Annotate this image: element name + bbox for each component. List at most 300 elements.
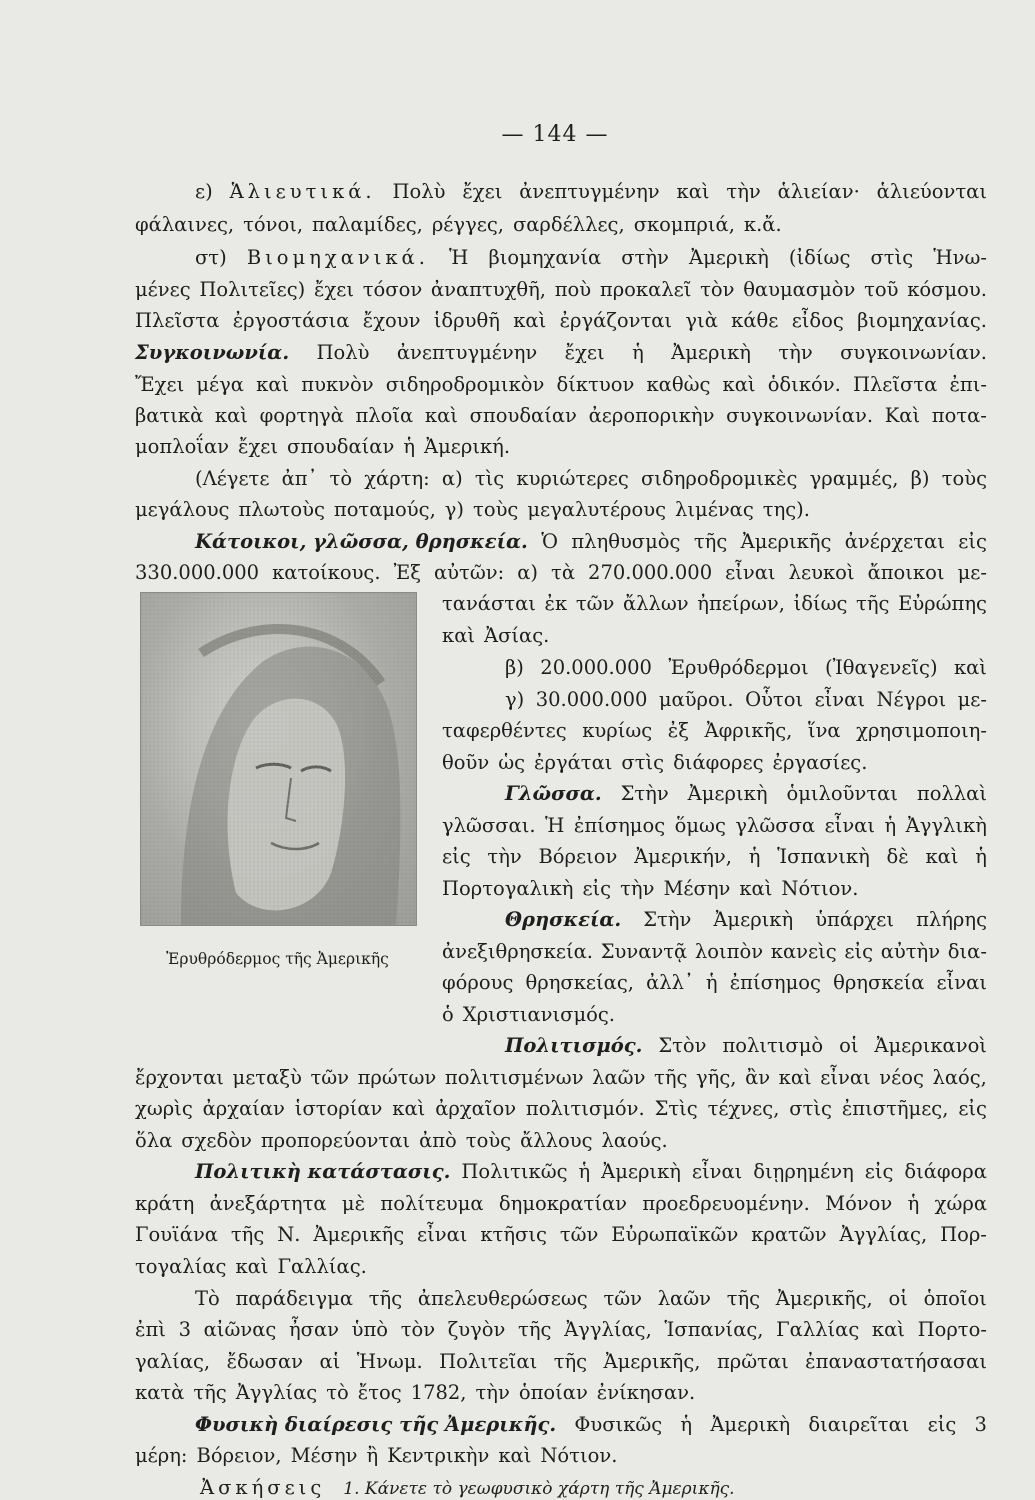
word: ποὺ [554,278,592,301]
word: Πολιτεῖαι [439,1350,538,1373]
word: Βιομηχανικά. [246,246,429,269]
word: Οὗτοι [745,688,804,711]
word: Ἔχει [135,373,185,396]
word: της). [762,498,810,521]
word: μὲ [341,1192,366,1215]
word: σπουδαίαν [287,435,395,458]
text-line [195,532,987,552]
text-line [505,658,987,678]
word: διαιρεῖται [808,1413,910,1436]
word: τὴν [620,877,655,900]
word: εἶδος [791,309,844,332]
text-line [442,594,987,614]
word: Ἀσίας. [484,624,550,647]
word: Εὐρωπαϊκῶν [611,1223,739,1246]
word: προπορεύονται [260,1129,411,1152]
word: Πολὺ [316,341,370,364]
word: Μέσην [290,1444,358,1467]
word: ἄποικοι [867,561,945,584]
word: ε) [195,180,213,203]
word: τογαλίας [135,1255,227,1278]
word: ἵνα [807,719,841,742]
word: τὴν [487,845,522,868]
word: ἡ [578,1160,591,1183]
word: κτῆσις [480,1223,547,1246]
word: θοῦν [442,751,490,774]
word: Ἀγγλίας, [564,1318,652,1341]
word: τὰ [551,561,575,584]
word: τὴν [475,1381,510,1404]
word: τοὺς [473,498,519,521]
word: προκαλεῖ [599,278,692,301]
word: λαῶν [592,1066,646,1089]
word: συγκοινωνίαν. [726,404,874,427]
word: ὑπὸ [351,1318,389,1341]
section-heading: Θρησκεία. [505,908,622,931]
word: πλήρης [916,908,987,931]
portrait-image [141,593,416,925]
word: εἶναι [936,971,987,994]
word: ὑπάρχει [815,908,895,931]
word: τέχνες, [707,1097,780,1120]
word: ὁδικόν. [767,373,841,396]
exercises-heading: Ἀσκήσεις [200,1476,326,1499]
word: ἐργάται [534,751,613,774]
word: Φυσικῶς [574,1413,663,1436]
word: τόσον [362,278,423,301]
word: ἡ [632,341,644,364]
word: λαός, [932,1066,987,1089]
section-heading: Γλῶσσα. [505,782,602,805]
word: Ἀμερικῆς, [775,1287,873,1310]
word: πληθυσμὸς [571,530,681,553]
word: τόνοι, [243,213,304,236]
text-line [135,1225,987,1245]
word: γῆς, [696,1066,737,1089]
word: 30.000.000 [535,688,648,711]
text-line [442,973,987,993]
word: 1782, [410,1381,467,1404]
word: Πλεῖστα [135,309,220,332]
word: εἶναι [691,1160,743,1183]
word: ὁ [442,1003,454,1026]
word: γιὰ [685,309,718,332]
word: Εὐρώπης [898,592,987,615]
word: Ἁλιευτικά. [229,180,376,203]
word: καὶ [442,624,476,647]
word: Νότιον. [781,877,859,900]
word: καὶ [722,373,756,396]
word: (ἰδίως [788,246,851,269]
word: Ἀμερικὴ [713,908,794,931]
word: εἶναι [814,688,865,711]
word: ἐπίσημος [729,971,821,994]
text-line [195,469,987,489]
word: ἄλλων [622,592,689,615]
word: Στὶς [654,1097,698,1120]
word: κάθε [731,309,779,332]
word: Ἀμερικῆς, [603,1350,701,1373]
word: καὶ [513,309,547,332]
section-heading: Κάτοικοι, γλῶσσα, θρησκεία. [195,530,528,553]
word: Ἀγγλίας [235,1381,318,1404]
word: καὶ [235,1255,269,1278]
word: Πολιτικῶς [461,1160,568,1183]
text-line [505,910,987,930]
word: εἶναι [417,1223,468,1246]
word: τῆς [230,1223,265,1246]
word: τὸν [700,278,735,301]
word: Πορτο- [917,1318,987,1341]
word: κ.ἄ. [743,213,782,236]
word: ταφερθέντες [442,719,567,742]
word: τὴν [726,180,761,203]
word: ὅλα [135,1129,173,1152]
word: Νότιον. [540,1444,618,1467]
text-line [135,563,987,583]
text-line [195,248,987,268]
word: χάρτη: [364,467,430,490]
word: γ) [444,498,465,521]
word: βιομηχανία [488,246,602,269]
word: ἡ [403,435,416,458]
word: τῆς [856,592,890,615]
word: καὶ [925,845,959,868]
word: θρησκείας, [525,971,634,994]
word: οἱ [839,1034,859,1057]
word: τὴν [778,341,813,364]
exercise-item: 1. Κάνετε τὸ γεωφυσικὸ χάρτη τῆς Ἀμερικῆς. [343,1479,735,1499]
word: κρατῶν [751,1223,827,1246]
word: ἡ [680,1413,693,1436]
word: Ἀμερικῆς [313,1223,405,1246]
word: Ἱσπανίας, [664,1318,764,1341]
word: μεταξὺ [232,1066,302,1089]
word: εἰς [864,1160,894,1183]
word: Χριστιανισμός. [462,1003,615,1026]
word: αὐτὴν [880,940,941,963]
text-line [135,1068,987,1088]
word: με- [957,561,987,584]
word: ἔτος [357,1381,402,1404]
word: ἁλιείαν· [777,180,860,203]
word: Νέγροι [876,688,947,711]
word: καὶ [256,373,290,396]
word: μέρη: [135,1444,188,1467]
word: μοπλοΐαν [135,435,229,458]
text-line [135,437,987,457]
word: ὁποῖοι [923,1287,987,1310]
word: ἀπ᾽ [281,467,318,490]
section-heading: Πολιτικὴ κατάστασις. [195,1160,451,1183]
word: τῶν [575,592,615,615]
word: ἐπιστῆμες, [841,1097,949,1120]
word: ἡ [884,814,897,837]
word: καὶ [676,180,710,203]
word: Στὴν [620,782,669,805]
word: τοὺς [465,1129,512,1152]
word: Βόρειον [538,845,618,868]
word: ἡ [975,845,987,868]
word: πρώτων [357,1066,437,1089]
word: κατὰ [135,1381,185,1404]
word: φορτηγὰ [259,404,344,427]
word: ἐπίσημος [573,814,666,837]
word: ἐπαναστατήσασαι [805,1350,987,1373]
word: στὴν [621,246,669,269]
word: εἶναι [820,1066,871,1089]
word: ἔχει [564,341,605,364]
text-line [442,847,987,867]
word: ἐνίκησαν. [596,1381,696,1404]
word: ἁλιεύονται [876,180,987,203]
word: εἰς [582,877,612,900]
word: ἡ [748,845,761,868]
word: Ἐξ [393,561,421,584]
word: ἐπι- [949,373,987,396]
word: μένες [135,278,191,301]
word: μέγα [196,373,244,396]
word: ἰδίως [793,592,848,615]
word: θρησκεία [833,971,925,994]
word: δὲ [886,845,909,868]
text-line [195,1415,987,1435]
word: 20.000.000 [540,656,652,679]
word: καὶ [424,404,458,427]
word: δίκτυον [556,373,635,396]
word: θαυμασμὸν [743,278,856,301]
text-line [442,753,987,773]
word: ἀνεπτυγμένην [396,341,538,364]
word: κράτη [135,1192,195,1215]
word: ὡς [498,751,526,774]
text-line [442,816,987,836]
word: τῶν [310,1066,349,1089]
word: 270.000.000 [588,561,713,584]
text-line [195,182,987,202]
text-line [135,343,987,363]
word: μαῦροι. [658,688,734,711]
word: ἔρχονται [135,1066,224,1089]
word: γλῶσσα [735,814,816,837]
word: ἄλλους [520,1129,593,1152]
page-number: — 144 — [501,122,609,147]
word: παλαμίδες, [312,213,423,236]
word: τῆς [193,1381,227,1404]
text-line [505,690,987,710]
word: διῃρημένη [753,1160,854,1183]
word: Πλεῖστα [852,373,938,396]
word: τῶν [559,1223,599,1246]
word: Πορτογαλικὴ [442,877,574,900]
word: ἐκ [544,592,568,615]
word: καὶ [871,1318,905,1341]
word: πυκνὸν [301,373,374,396]
word: στὶς [621,751,665,774]
word: Ἀγγλικὴ [905,814,987,837]
word: εἶναι [725,561,776,584]
word: δημοκρατίαν [498,1192,628,1215]
word: Μέσην [663,877,731,900]
text-line [442,721,987,741]
word: ἐξ [667,719,689,742]
word: λοιπὸν [694,940,764,963]
word: β) [910,467,930,490]
word: κόσμου. [907,278,987,301]
word: εἰς [958,1097,987,1120]
word: 3 [974,1413,987,1436]
word: αὐτῶν: [434,561,505,584]
word: ποταμούς, [333,498,436,521]
word: Μόνον [825,1192,893,1215]
word: καὶ [739,877,773,900]
word: διάφορες [673,751,764,774]
word: εἰς [844,940,874,963]
word: ἡ [907,1192,920,1215]
word: Ἀμερικὴ [601,1160,681,1183]
word: ἦσαν [288,1318,339,1341]
word: β) [505,656,524,679]
word: Στὸν [658,1034,707,1057]
word: τῆς [553,1350,588,1373]
word: δια- [947,940,987,963]
word: κυρίως [582,719,653,742]
word: Γαλλίας. [277,1255,367,1278]
word: Ἀμερικὴ [671,341,751,364]
word: προεδρευομένην. [642,1192,810,1215]
word: Ἱσπανικὴ [777,845,870,868]
word: λιμένας [675,498,754,521]
section-heading: Συγκοινωνία. [135,341,290,364]
word: βιομηχανίας. [857,309,987,332]
word: εἰς [927,1413,957,1436]
word: Ἀμερικὴ [710,1413,791,1436]
word: Ἀμερικανοὶ [874,1034,987,1057]
word: ἔχει [314,278,355,301]
word: μεγαλυτέρους [527,498,667,521]
word: καθὼς [646,373,711,396]
word: σπουδαίαν [469,404,577,427]
word: τῆς [654,1066,688,1089]
word: νέος [879,1066,924,1089]
word: 330.000.000 [135,561,260,584]
word: ἐργοστάσια [232,309,350,332]
text-line [135,1446,987,1466]
word: συγκοινωνίαν. [840,341,987,364]
word: στὶς [789,1097,832,1120]
word: Τὸ [195,1287,220,1310]
word: Ἀφρικῆς, [704,719,793,742]
section-heading: Πολιτισμός. [505,1034,643,1057]
word: με- [957,688,987,711]
word: καὶ [392,1097,426,1120]
word: ὁποίαν [518,1381,588,1404]
word: Ἡνω- [933,246,987,269]
word: καὶ [498,1444,532,1467]
word: αἰῶνας [203,1318,277,1341]
word: Ἀγγλίας, [839,1223,928,1246]
word: Καὶ [884,404,921,427]
text-line [135,280,987,300]
word: ἀρχαῖον [435,1097,517,1120]
word: τὶς [474,467,505,490]
text-line [442,1005,987,1025]
word: Κεντρικὴν [387,1444,490,1467]
word: καὶ [214,404,248,427]
word: στ) [195,246,227,269]
word: καὶ [778,1066,812,1089]
text-line [195,1162,987,1182]
word: τανάσται [442,592,536,615]
word: Ἡ [545,814,565,837]
text-line [135,1257,987,1277]
photo-caption: Ἐρυθρόδερμος τῆς Ἀμερικῆς [166,950,389,968]
word: ἱστορίαν [294,1097,383,1120]
word: ἱδρυθῆ [433,309,500,332]
word: αἱ [319,1350,341,1373]
word: Γουϊάνα [135,1223,218,1246]
word: παράδειγμα [235,1287,354,1310]
word: ἀνεξιθρησκεία. [442,940,594,963]
word: σιδηροδρομικὸν [385,373,545,396]
text-line [135,500,987,520]
text-line [135,375,987,395]
word: σιδηροδρομικὲς [641,467,798,490]
word: ἀπὸ [419,1129,457,1152]
word: Στὴν [643,908,692,931]
word: εἰς [958,530,987,553]
word: (Ἰθαγενεῖς) [824,656,938,679]
word: ἡ [705,971,718,994]
word: ἀεροπορικὴν [588,404,715,427]
word: εἰς [442,845,471,868]
word: Πολιτεῖες) [199,278,306,301]
word: α) [441,467,463,490]
word: βατικὰ [135,404,204,427]
word: Ἀμερικήν, [634,845,732,868]
word: χρησιμοποιη- [856,719,987,742]
text-line [505,784,987,804]
word: τῆς [693,530,728,553]
word: ποτα- [931,404,987,427]
word: τῶν [603,1287,642,1310]
word: Πορ- [940,1223,987,1246]
word: ἔχουν [362,309,421,332]
text-line [135,215,987,235]
word: Ἀμερικὴ [687,782,768,805]
word: Ἀμερικὴ [688,246,769,269]
word: 3 [178,1318,191,1341]
word: λευκοὶ [788,561,855,584]
word: πολιτισμένων [444,1066,584,1089]
text-line [442,626,987,646]
word: πλωτοὺς [238,498,325,521]
word: τὸν [400,1318,436,1341]
word: πολίτευμα [380,1192,484,1215]
word: Γαλλίας [776,1318,860,1341]
word: καὶ [953,656,987,679]
word: Ἡ [449,246,469,269]
word: (Λέγετε [195,467,270,490]
text-line [135,1320,987,1340]
word: α) [517,561,538,584]
word: ὅμως [674,814,726,837]
word: τὸ [329,467,353,490]
section-heading: Φυσικὴ διαίρεσις τῆς Ἀμερικῆς. [195,1413,557,1436]
text-line [135,311,987,331]
word: γραμμές, [809,467,899,490]
word: ἐργάζονται [559,309,673,332]
